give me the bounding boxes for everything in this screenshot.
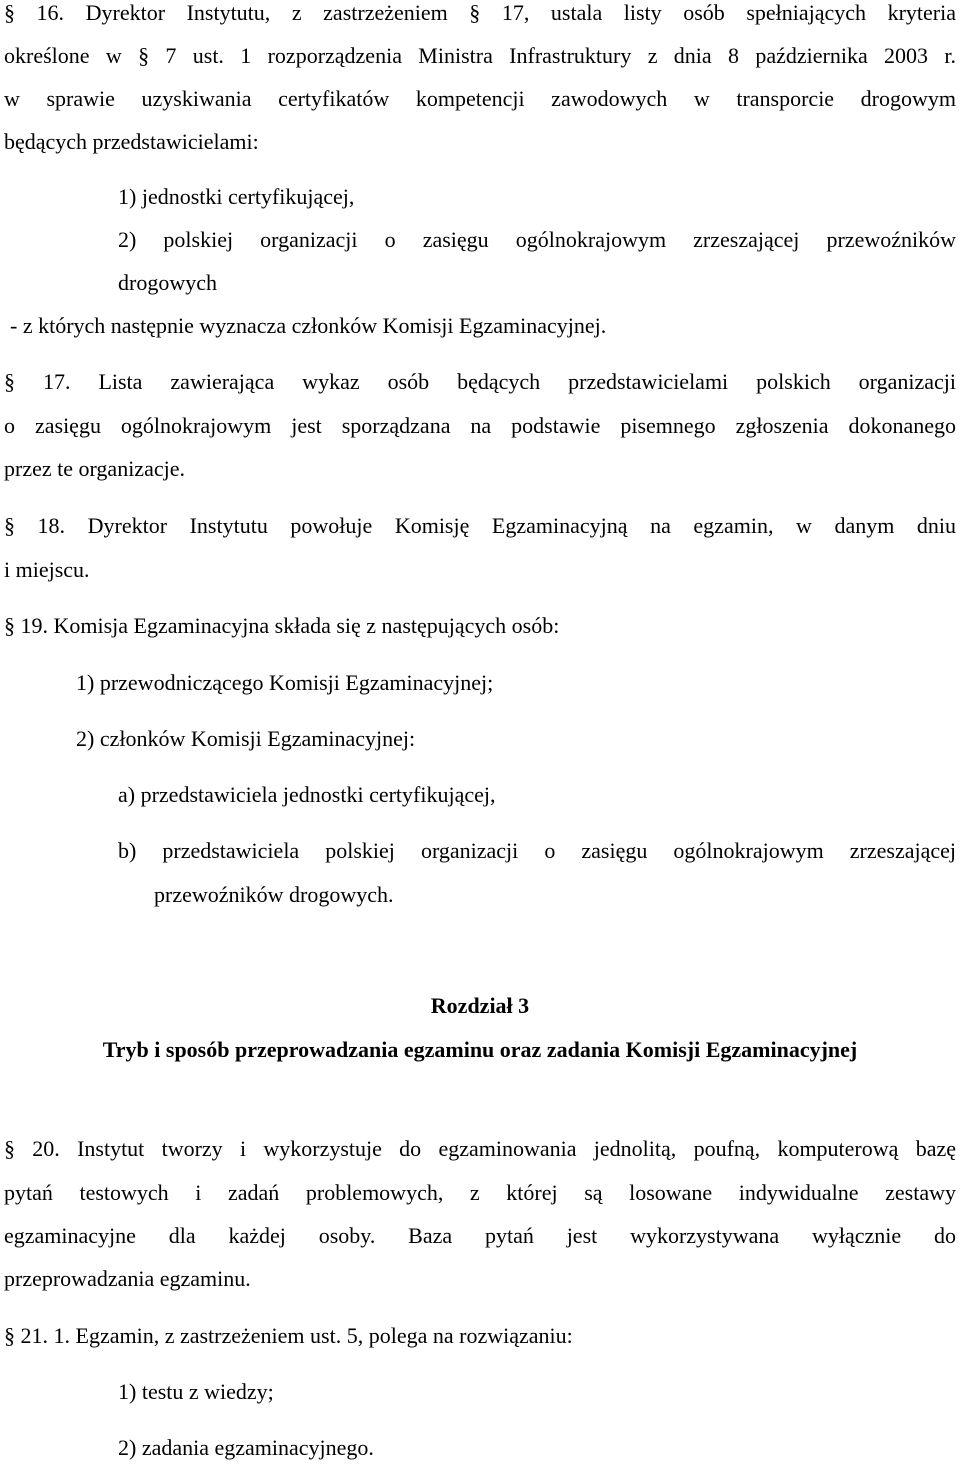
paragraph-19-item-2b-line-2: przewoźników drogowych. (154, 882, 394, 907)
paragraph-19-item-1: 1) przewodniczącego Komisji Egzaminacyjnej; (76, 670, 494, 695)
chapter-title: Tryb i sposób przeprowadzania egzaminu oraz zadania Komisji Egzaminacyjnej (102, 1037, 858, 1062)
paragraph-16-line-1: § 16. Dyrektor Instytutu, z zastrzeżeniem § 17, ustala listy osób spełniających kryteria (4, 0, 956, 25)
paragraph-17-line-3: przez te organizacje. (4, 456, 185, 481)
paragraph-21-item-2: 2) zadania egzaminacyjnego. (118, 1435, 374, 1460)
paragraph-19-item-2a: a) przedstawiciela jednostki certyfikującej, (118, 782, 496, 807)
paragraph-16-line-4: będących przedstawicielami: (4, 129, 259, 154)
paragraph-18-line-1: § 18. Dyrektor Instytutu powołuje Komisję Egzaminacyjną na egzamin, w danym dniu (4, 513, 956, 538)
paragraph-17-line-2: o zasięgu ogólnokrajowym jest sporządzana na podstawie pisemnego zgłoszenia dokonanego (4, 413, 956, 438)
paragraph-20-line-4: przeprowadzania egzaminu. (4, 1266, 251, 1291)
paragraph-18-line-2: i miejscu. (4, 557, 90, 582)
paragraph-16-line-2: określone w § 7 ust. 1 rozporządzenia Ministra Infrastruktury z dnia 8 października 2003 r. (4, 43, 956, 68)
paragraph-16-item-2-line-1: 2) polskiej organizacji o zasięgu ogólnokrajowym zrzeszającej przewoźników (118, 227, 956, 252)
paragraph-19-item-2: 2) członków Komisji Egzaminacyjnej: (76, 726, 416, 751)
paragraph-20-line-1: § 20. Instytut tworzy i wykorzystuje do egzaminowania jednolitą, poufną, komputerową bazę (4, 1136, 956, 1161)
paragraph-21-line-1: § 21. 1. Egzamin, z zastrzeżeniem ust. 5, polega na rozwiązaniu: (4, 1323, 573, 1348)
paragraph-16-item-1: 1) jednostki certyfikującej, (118, 184, 355, 209)
paragraph-20-line-2: pytań testowych i zadań problemowych, z której są losowane indywidualne zestawy (4, 1180, 956, 1205)
chapter-number: Rozdział 3 (430, 993, 530, 1018)
paragraph-16-item-2-line-2: drogowych (118, 270, 217, 295)
paragraph-20-line-3: egzaminacyjne dla każdej osoby. Baza pytań jest wykorzystywana wyłącznie do (4, 1223, 956, 1248)
paragraph-16-tail: - z których następnie wyznacza członków Komisji Egzaminacyjnej. (10, 313, 607, 338)
paragraph-19-line-1: § 19. Komisja Egzaminacyjna składa się z następujących osób: (4, 613, 560, 638)
paragraph-16-line-3: w sprawie uzyskiwania certyfikatów kompetencji zawodowych w transporcie drogowym (4, 86, 956, 111)
paragraph-19-item-2b-line-1: b) przedstawiciela polskiej organizacji o zasięgu ogólnokrajowym zrzeszającej (118, 838, 956, 863)
paragraph-21-item-1: 1) testu z wiedzy; (118, 1379, 274, 1404)
paragraph-17-line-1: § 17. Lista zawierająca wykaz osób będących przedstawicielami polskich organizacji (4, 369, 956, 394)
